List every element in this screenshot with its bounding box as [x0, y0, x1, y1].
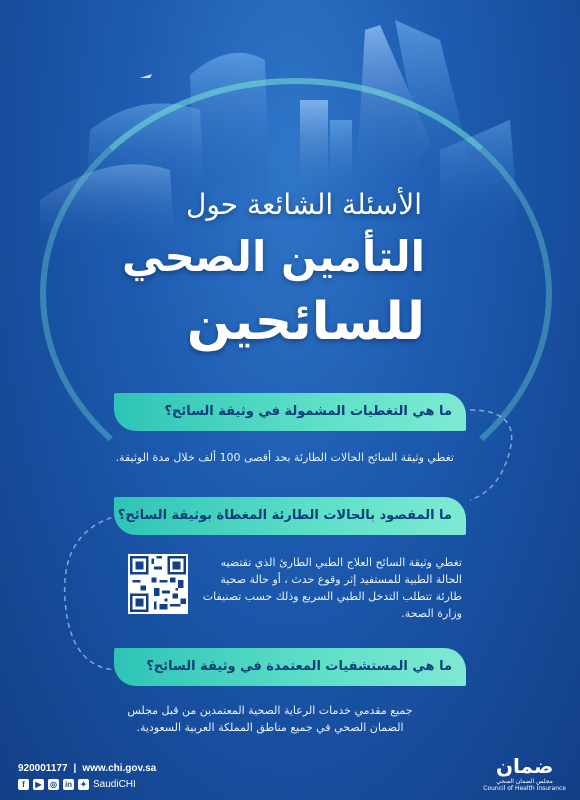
twitter-icon[interactable]: ✦	[78, 779, 89, 790]
social-handle[interactable]: SaudiCHI	[93, 779, 136, 790]
footer-contact	[18, 763, 156, 790]
faq-answer-3: جميع مقدمي خدمات الرعاية الصحية المعتمدين من قبل مجلس الضمان الصحي في جميع مناطق المملكة العربية السعودية.	[127, 704, 413, 734]
logo-subtitle-ar: مجلس الضمان الصحي	[496, 778, 553, 785]
title-line-2: التأمين الصحي	[122, 232, 425, 281]
chi-logo	[483, 754, 566, 792]
faq-question-1: ما هي التغطيات المشمولة في وثيقة السائح؟	[114, 393, 466, 431]
faq-question-3: ما هي المستشفيات المعتمدة في وثيقة السائح؟	[114, 648, 466, 686]
phone-number[interactable]: 920001177	[18, 763, 68, 774]
facebook-icon[interactable]: f	[18, 779, 29, 790]
title-line-1: الأسئلة الشائعة حول	[186, 188, 422, 221]
youtube-icon[interactable]: ▶	[33, 779, 44, 790]
faq-question-2: ما المقصود بالحالات الطارئة المغطاة بوثيقة السائح؟	[114, 497, 466, 535]
title-line-3: للسائحين	[186, 292, 425, 352]
linkedin-icon[interactable]: in	[64, 780, 73, 789]
qr-code[interactable]	[128, 554, 188, 614]
separator: |	[73, 763, 77, 774]
logo-name: ضمان	[495, 754, 554, 778]
instagram-icon[interactable]: ◎	[48, 779, 59, 790]
website-link[interactable]: www.chi.gov.sa	[82, 763, 157, 774]
faq-answer-2: تغطي وثيقة السائح العلاج الطبي الطارئ الذي تقتضيه الحالة الطبية للمستفيد إثر وقوع حدث ، أو حالة صحية طارئة تتطلب التدخل الطبي السريع وذلك حسب تصنيفات وزارة الصحة.	[202, 556, 462, 620]
logo-subtitle-en: Council of Health Insurance	[483, 785, 566, 792]
faq-answer-1: تغطي وثيقة السائح الحالات الطارئة بحد أقصى 100 ألف خلال مدة الوثيقة.	[115, 451, 454, 464]
